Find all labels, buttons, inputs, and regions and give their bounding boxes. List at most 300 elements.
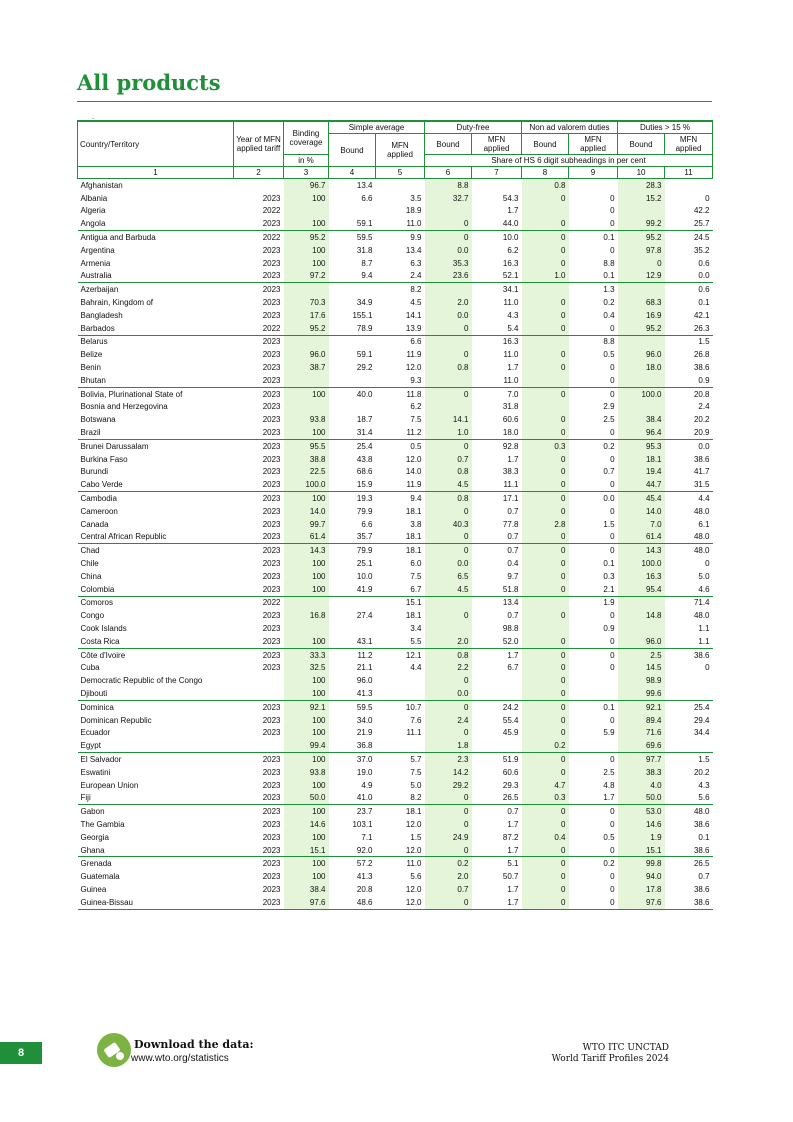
- value-cell: 100: [284, 674, 329, 687]
- table-row: [78, 453, 713, 466]
- value-cell: 2.0: [425, 635, 472, 648]
- value-cell: 0.9: [665, 374, 713, 387]
- value-cell: 29.2: [356, 363, 373, 373]
- value-cell: 0: [425, 544, 472, 557]
- value-cell: 0.0: [425, 244, 472, 257]
- value-cell: 87.2: [502, 832, 519, 842]
- value-cell: 100: [284, 805, 329, 818]
- country-cell: Bolivia, Plurinational State of: [80, 389, 183, 399]
- value-cell: 9.7: [507, 571, 519, 581]
- table-row: [78, 296, 713, 309]
- value-cell: 15.1: [405, 598, 422, 608]
- value-cell: [234, 179, 284, 192]
- value-cell: 0.1: [603, 233, 615, 243]
- value-cell: 0.7: [472, 531, 522, 544]
- value-cell: 99.7: [284, 518, 329, 531]
- header-binding: Binding coverage: [284, 121, 329, 155]
- value-cell: 38.3: [502, 467, 519, 477]
- value-cell: 17.8: [618, 883, 665, 896]
- value-cell: 2023: [262, 571, 281, 581]
- country-cell: Dominica: [80, 702, 114, 712]
- value-cell: 0.7: [507, 611, 519, 621]
- country-cell: Argentina: [80, 245, 115, 255]
- table-row: [78, 413, 713, 426]
- value-cell: 35.2: [693, 245, 710, 255]
- value-cell: 4.6: [665, 583, 713, 596]
- value-cell: 29.2: [425, 779, 472, 792]
- value-cell: 0: [425, 348, 472, 361]
- value-cell: 38.6: [693, 819, 710, 829]
- table-row: [78, 661, 713, 674]
- value-cell: 26.8: [693, 350, 710, 360]
- value-cell: [665, 674, 713, 687]
- value-cell: 41.9: [329, 583, 376, 596]
- value-cell: [472, 674, 522, 687]
- value-cell: 9.4: [410, 494, 422, 504]
- tariff-table: [77, 120, 713, 910]
- value-cell: [376, 674, 425, 687]
- value-cell: 0: [425, 609, 472, 622]
- value-cell: 0.0: [698, 441, 710, 451]
- value-cell: [522, 374, 569, 387]
- value-cell: 2.5: [603, 767, 615, 777]
- value-cell: 7.0: [507, 389, 519, 399]
- country-cell: Grenada: [80, 859, 112, 869]
- value-cell: 13.4: [356, 180, 373, 190]
- country-cell: Comoros: [80, 598, 113, 608]
- value-cell: 5.6: [410, 872, 422, 882]
- value-cell: [522, 596, 569, 609]
- value-cell: 95.2: [284, 231, 329, 244]
- value-cell: 38.6: [665, 896, 713, 909]
- country-cell: Ecuador: [80, 728, 111, 738]
- value-cell: 25.7: [665, 217, 713, 230]
- value-cell: 38.4: [284, 883, 329, 896]
- value-cell: 2023: [262, 754, 281, 764]
- table-row: [78, 557, 713, 570]
- value-cell: 48.0: [693, 506, 710, 516]
- value-cell: 100: [284, 244, 329, 257]
- value-cell: 6.2: [410, 402, 422, 412]
- value-cell: 51.8: [472, 583, 522, 596]
- value-cell: 1.7: [507, 363, 519, 373]
- table-row: [78, 596, 713, 609]
- value-cell: [522, 622, 569, 635]
- value-cell: 97.6: [284, 896, 329, 909]
- value-cell: 0.2: [603, 859, 615, 869]
- value-cell: [425, 401, 472, 414]
- value-cell: 96.0: [618, 635, 665, 648]
- value-cell: 22.5: [284, 466, 329, 479]
- value-cell: 0: [618, 257, 665, 270]
- value-cell: 2.3: [425, 753, 472, 766]
- value-cell: 0: [610, 193, 615, 203]
- value-cell: 28.3: [618, 179, 665, 192]
- header-mfn-applied: MFN applied: [472, 134, 522, 155]
- value-cell: [618, 374, 665, 387]
- value-cell: 45.4: [618, 492, 665, 505]
- value-cell: 26.5: [693, 859, 710, 869]
- table-row: [78, 726, 713, 739]
- country-cell: Guinea-Bissau: [78, 896, 234, 909]
- column-number: 10: [618, 167, 665, 179]
- value-cell: 0: [425, 818, 472, 831]
- header-mfn-applied: MFN applied: [569, 134, 618, 155]
- country-cell: Cambodia: [80, 494, 117, 504]
- table-row: [78, 244, 713, 257]
- value-cell: 0: [610, 663, 615, 673]
- value-cell: 8.8: [425, 179, 472, 192]
- value-cell: 18.1: [405, 611, 422, 621]
- value-cell: 0.6: [698, 285, 710, 295]
- value-cell: 71.6: [618, 726, 665, 739]
- country-cell: Cook Islands: [80, 623, 127, 633]
- country-cell: Gabon: [80, 807, 105, 817]
- value-cell: 0: [425, 322, 472, 335]
- table-row: [78, 217, 713, 230]
- value-cell: 2023: [262, 872, 281, 882]
- value-cell: 77.8: [502, 519, 519, 529]
- value-cell: 34.1: [502, 285, 519, 295]
- country-cell: The Gambia: [80, 819, 125, 829]
- column-number: 5: [376, 167, 425, 179]
- country-cell: Afghanistan: [80, 180, 123, 190]
- value-cell: 13.4: [405, 245, 422, 255]
- value-cell: 0: [522, 192, 569, 205]
- value-cell: 4.9: [361, 780, 373, 790]
- value-cell: 4.4: [410, 663, 422, 673]
- value-cell: 23.6: [425, 270, 472, 283]
- value-cell: 20.8: [693, 389, 710, 399]
- value-cell: [234, 739, 284, 752]
- table-row: [78, 518, 713, 531]
- value-cell: 2023: [262, 258, 281, 268]
- value-cell: 2023: [262, 402, 281, 412]
- value-cell: 5.0: [410, 780, 422, 790]
- header-duties-15: Duties > 15 %: [618, 121, 713, 134]
- country-cell: Congo: [80, 611, 105, 621]
- value-cell: 4.3: [507, 310, 519, 320]
- value-cell: 2022: [262, 598, 281, 608]
- value-cell: 32.5: [284, 661, 329, 674]
- value-cell: 2.4: [698, 402, 710, 412]
- value-cell: 60.6: [502, 767, 519, 777]
- table-row: [78, 648, 713, 661]
- value-cell: 42.1: [693, 310, 710, 320]
- value-cell: [522, 205, 569, 218]
- value-cell: [665, 739, 713, 752]
- country-cell: Bhutan: [78, 374, 234, 387]
- value-cell: 0.1: [603, 559, 615, 568]
- value-cell: 0.1: [698, 832, 710, 842]
- value-cell: 70.3: [284, 296, 329, 309]
- country-cell: Costa Rica: [78, 635, 234, 648]
- value-cell: 93.8: [284, 413, 329, 426]
- value-cell: 2023: [262, 819, 281, 829]
- value-cell: [329, 596, 376, 609]
- country-cell: Australia: [78, 270, 234, 283]
- value-cell: 15.9: [329, 478, 376, 491]
- value-cell: [569, 179, 618, 192]
- value-cell: 24.5: [693, 233, 710, 243]
- value-cell: 0: [522, 322, 569, 335]
- value-cell: 55.4: [502, 715, 519, 725]
- value-cell: 95.2: [284, 322, 329, 335]
- country-cell: China: [80, 571, 102, 581]
- value-cell: [618, 401, 665, 414]
- value-cell: 1.9: [618, 831, 665, 844]
- value-cell: 17.6: [284, 309, 329, 322]
- value-cell: 100: [284, 635, 329, 648]
- value-cell: 0: [522, 583, 569, 596]
- value-cell: 0: [522, 714, 569, 727]
- country-cell: Belarus: [80, 337, 108, 347]
- value-cell: 34.4: [693, 728, 710, 738]
- value-cell: 12.0: [405, 363, 422, 373]
- value-cell: 0: [569, 635, 618, 648]
- value-cell: 2023: [234, 217, 284, 230]
- country-cell: Democratic Republic of the Congo: [80, 676, 203, 686]
- value-cell: 0: [522, 700, 569, 713]
- value-cell: 2023: [262, 298, 281, 308]
- value-cell: 0: [610, 389, 615, 399]
- value-cell: 96.4: [618, 426, 665, 439]
- country-cell: Fiji: [78, 791, 234, 804]
- value-cell: 0: [522, 309, 569, 322]
- download-data-icon[interactable]: [96, 1032, 132, 1068]
- value-cell: 0.7: [507, 807, 519, 817]
- value-cell: 6.6: [410, 337, 422, 347]
- value-cell: 0: [425, 791, 472, 804]
- value-cell: [522, 335, 569, 348]
- value-cell: 15.1: [618, 844, 665, 857]
- country-cell: Burkina Faso: [80, 454, 128, 464]
- value-cell: 0: [522, 296, 569, 309]
- country-cell: Dominican Republic: [80, 715, 152, 725]
- value-cell: 0.0: [665, 270, 713, 283]
- value-cell: 26.5: [472, 791, 522, 804]
- value-cell: 0.4: [603, 310, 615, 320]
- value-cell: 95.4: [618, 583, 665, 596]
- value-cell: 6.7: [376, 583, 425, 596]
- value-cell: 0: [425, 805, 472, 818]
- table-row: [78, 700, 713, 713]
- value-cell: 40.3: [425, 518, 472, 531]
- value-cell: 100: [284, 217, 329, 230]
- table-row: [78, 687, 713, 700]
- value-cell: 35.3: [425, 257, 472, 270]
- value-cell: 38.7: [284, 361, 329, 374]
- value-cell: 2023: [234, 844, 284, 857]
- table-row: [78, 635, 713, 648]
- table-row: [78, 257, 713, 270]
- value-cell: 20.2: [693, 415, 710, 425]
- value-cell: 0.0: [425, 557, 472, 570]
- value-cell: 0.0: [425, 687, 472, 700]
- value-cell: 2023: [234, 896, 284, 909]
- value-cell: 2023: [262, 363, 281, 373]
- column-number: 4: [329, 167, 376, 179]
- value-cell: 0.1: [603, 702, 615, 712]
- value-cell: 44.0: [472, 217, 522, 230]
- value-cell: 2.5: [618, 648, 665, 661]
- country-cell: Djibouti: [78, 687, 234, 700]
- value-cell: 2023: [234, 374, 284, 387]
- value-cell: 2023: [234, 635, 284, 648]
- value-cell: 33.3: [284, 648, 329, 661]
- value-cell: 2.4: [425, 714, 472, 727]
- value-cell: 15.1: [284, 844, 329, 857]
- value-cell: 11.1: [472, 478, 522, 491]
- value-cell: 103.1: [352, 819, 373, 829]
- value-cell: 0: [522, 217, 569, 230]
- value-cell: 4.5: [410, 298, 422, 308]
- value-cell: 14.6: [284, 818, 329, 831]
- value-cell: [522, 401, 569, 414]
- value-cell: 2023: [262, 807, 281, 817]
- value-cell: 51.9: [502, 754, 519, 764]
- table-row: [78, 844, 713, 857]
- value-cell: 2023: [262, 454, 281, 464]
- value-cell: 1.3: [603, 285, 615, 295]
- value-cell: 59.1: [329, 217, 376, 230]
- table-row: [78, 544, 713, 557]
- table-row: [78, 492, 713, 505]
- value-cell: 38.8: [284, 453, 329, 466]
- mark: .: [92, 112, 95, 121]
- value-cell: 1.7: [472, 844, 522, 857]
- value-cell: [569, 674, 618, 687]
- value-cell: 92.8: [502, 441, 519, 451]
- value-cell: 2023: [262, 767, 281, 777]
- value-cell: 99.8: [618, 857, 665, 870]
- country-cell: Côte d'Ivoire: [80, 650, 126, 660]
- value-cell: 98.9: [618, 674, 665, 687]
- value-cell: 9.9: [410, 233, 422, 243]
- value-cell: 52.1: [472, 270, 522, 283]
- value-cell: 2023: [262, 519, 281, 529]
- value-cell: 21.9: [356, 728, 373, 738]
- table-row: [78, 505, 713, 518]
- country-cell: Brunei Darussalam: [80, 441, 149, 451]
- table-row: [78, 231, 713, 244]
- value-cell: [425, 374, 472, 387]
- value-cell: 5.1: [507, 859, 519, 869]
- value-cell: 100.0: [618, 557, 665, 570]
- value-cell: 2023: [262, 415, 281, 425]
- column-number: 8: [522, 167, 569, 179]
- value-cell: 2023: [262, 728, 281, 738]
- table-row: [78, 283, 713, 296]
- value-cell: 92.1: [618, 700, 665, 713]
- value-cell: 0: [610, 206, 615, 216]
- country-cell: Cuba: [80, 663, 100, 673]
- table-row: [78, 766, 713, 779]
- value-cell: 41.3: [356, 872, 373, 882]
- value-cell: 0: [522, 466, 569, 479]
- country-cell: Egypt: [78, 739, 234, 752]
- value-cell: [472, 179, 522, 192]
- value-cell: 0: [610, 454, 615, 464]
- header-non-ad-valorem: Non ad valorem duties: [522, 121, 618, 134]
- publication-title: World Tariff Profiles 2024: [551, 1054, 669, 1064]
- value-cell: 41.7: [693, 467, 710, 477]
- value-cell: [472, 687, 522, 700]
- table-row: [78, 335, 713, 348]
- value-cell: 59.5: [356, 233, 373, 243]
- value-cell: 8.8: [603, 337, 615, 347]
- value-cell: 95.3: [618, 439, 665, 452]
- value-cell: 0.4: [522, 831, 569, 844]
- value-cell: 0.9: [603, 623, 615, 633]
- value-cell: 8.8: [603, 258, 615, 268]
- value-cell: 14.3: [618, 544, 665, 557]
- table-row: [78, 387, 713, 400]
- download-link[interactable]: www.wto.org/statistics: [131, 1053, 229, 1064]
- value-cell: 31.4: [329, 426, 376, 439]
- table-row: [78, 466, 713, 479]
- value-cell: 18.1: [405, 506, 422, 516]
- value-cell: 100: [284, 492, 329, 505]
- country-cell: Benin: [80, 363, 101, 373]
- value-cell: 45.9: [502, 728, 519, 738]
- header-simple-average: Simple average: [329, 121, 425, 134]
- value-cell: 68.6: [356, 467, 373, 477]
- value-cell: 0: [425, 844, 472, 857]
- country-cell: Georgia: [80, 832, 109, 842]
- value-cell: 2023: [234, 791, 284, 804]
- value-cell: 0: [522, 818, 569, 831]
- value-cell: 13.4: [502, 598, 519, 608]
- table-row: [78, 883, 713, 896]
- value-cell: 7.5: [410, 415, 422, 425]
- value-cell: 100: [284, 426, 329, 439]
- value-cell: 11.2: [357, 650, 373, 660]
- value-cell: [234, 674, 284, 687]
- value-cell: 0: [522, 648, 569, 661]
- value-cell: 1.5: [698, 337, 710, 347]
- table-row: [78, 570, 713, 583]
- value-cell: 2023: [234, 583, 284, 596]
- value-cell: 1.5: [603, 519, 615, 529]
- value-cell: 0.3: [603, 571, 615, 581]
- value-cell: 0.7: [507, 546, 519, 556]
- value-cell: 0.2: [425, 857, 472, 870]
- value-cell: 29.3: [502, 780, 519, 790]
- value-cell: 0.7: [425, 453, 472, 466]
- value-cell: 2.0: [425, 870, 472, 883]
- country-cell: Barbados: [78, 322, 234, 335]
- value-cell: 0: [522, 674, 569, 687]
- value-cell: 5.7: [410, 754, 422, 764]
- value-cell: 155.1: [352, 310, 373, 320]
- value-cell: 15.2: [618, 192, 665, 205]
- value-cell: 0: [569, 322, 618, 335]
- table-row: [78, 348, 713, 361]
- value-cell: 0: [610, 611, 615, 621]
- value-cell: 100: [284, 726, 329, 739]
- table-row: [78, 270, 713, 283]
- value-cell: 6.3: [410, 258, 422, 268]
- value-cell: 34.9: [356, 298, 373, 308]
- header-mfn-applied: MFN applied: [376, 134, 425, 167]
- value-cell: 97.7: [618, 753, 665, 766]
- value-cell: 69.6: [618, 739, 665, 752]
- value-cell: 2.5: [603, 415, 615, 425]
- value-cell: 1.9: [603, 598, 615, 608]
- value-cell: 0: [522, 857, 569, 870]
- value-cell: 3.8: [410, 519, 422, 529]
